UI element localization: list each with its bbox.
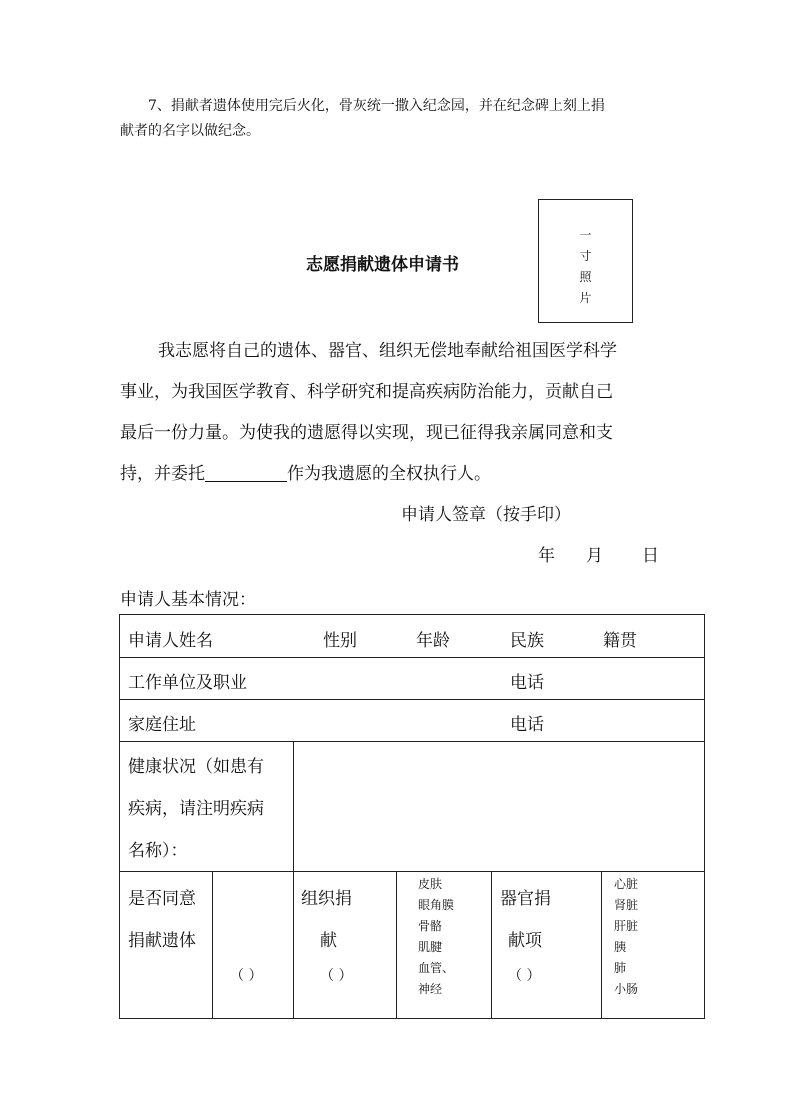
organ-item-lung: 肺 bbox=[614, 961, 627, 975]
cell-organ-paren: （ ） bbox=[508, 968, 541, 984]
basic-info-label: 申请人基本情况： bbox=[120, 590, 256, 610]
tissue-item-bone: 骨骼 bbox=[418, 919, 443, 933]
cell-gender-label: 性别 bbox=[323, 631, 357, 651]
body-line-2: 事业，为我国医学教育、科学研究和提高疾病防治能力，贡献自己 bbox=[120, 382, 613, 402]
cell-tissue-line-1: 组织捐 bbox=[301, 889, 352, 909]
item-7-line-2: 献者的名字以做纪念。 bbox=[120, 123, 260, 139]
cell-health-line-2: 疾病，请注明疾病 bbox=[128, 799, 264, 819]
table-row-divider-3 bbox=[119, 741, 705, 742]
body-line-3: 最后一份力量。为使我的遗愿得以实现，现已征得我亲属同意和支 bbox=[120, 423, 613, 443]
item-7-line-1: 7、捐献者遗体使用完后火化，骨灰统一撒入纪念园，并在纪念碑上刻上捐 bbox=[148, 98, 605, 114]
table-border-left bbox=[119, 614, 120, 1019]
cell-organ-line-1: 器官捐 bbox=[500, 889, 551, 909]
body-line-4-end: 作为我遗愿的全权执行人。 bbox=[287, 464, 491, 484]
cell-agree-line-2: 捐献遗体 bbox=[128, 931, 196, 951]
cell-origin-label: 籍贯 bbox=[603, 631, 637, 651]
body-line-1: 我志愿将自己的遗体、器官、组织无偿地奉献给祖国医学科学 bbox=[158, 341, 617, 361]
table-col-divider-5 bbox=[601, 871, 602, 1019]
cell-home-phone-label: 电话 bbox=[510, 715, 544, 735]
tissue-item-skin: 皮肤 bbox=[418, 877, 443, 891]
table-col-divider-3 bbox=[396, 871, 397, 1019]
organ-item-kidney: 肾脏 bbox=[614, 898, 639, 912]
document-title: 志愿捐献遗体申请书 bbox=[306, 255, 459, 275]
cell-agree-paren: （ ） bbox=[230, 968, 263, 984]
date-day: 日 bbox=[642, 546, 659, 566]
table-border-bottom bbox=[119, 1018, 705, 1019]
tissue-item-cornea: 眼角膜 bbox=[418, 898, 455, 912]
date-year: 年 bbox=[538, 546, 555, 566]
table-col-divider-health bbox=[293, 741, 294, 1019]
organ-item-liver: 肝脏 bbox=[614, 919, 639, 933]
tissue-item-vessel: 血管、 bbox=[418, 961, 455, 975]
organ-item-small-intestine: 小肠 bbox=[614, 982, 639, 996]
cell-work-label: 工作单位及职业 bbox=[128, 673, 247, 693]
table-col-divider-1 bbox=[212, 871, 213, 1019]
cell-ethnicity-label: 民族 bbox=[510, 631, 544, 651]
body-line-4-start: 持，并委托 bbox=[120, 464, 205, 484]
signature-label: 申请人签章（按手印） bbox=[401, 505, 571, 525]
table-row-divider-2 bbox=[119, 699, 705, 700]
cell-work-phone-label: 电话 bbox=[510, 673, 544, 693]
table-col-divider-4 bbox=[491, 871, 492, 1019]
cell-address-label: 家庭住址 bbox=[128, 715, 196, 735]
photo-box bbox=[538, 199, 633, 323]
cell-health-line-1: 健康状况（如患有 bbox=[128, 757, 264, 777]
executor-blank bbox=[205, 461, 287, 482]
body-line-4 bbox=[120, 459, 491, 484]
table-border-top bbox=[119, 614, 705, 615]
table-row-divider-1 bbox=[119, 657, 705, 658]
cell-name-label: 申请人姓名 bbox=[128, 631, 213, 651]
table-border-right bbox=[704, 614, 705, 1019]
organ-item-heart: 心脏 bbox=[614, 877, 639, 891]
cell-organ-line-2: 献项 bbox=[508, 931, 542, 951]
photo-box-label: 一 寸 照 片 bbox=[579, 228, 592, 305]
cell-tissue-line-2: 献 bbox=[320, 931, 337, 951]
organ-item-pancreas: 胰 bbox=[614, 940, 627, 954]
cell-tissue-paren: （ ） bbox=[320, 968, 353, 984]
tissue-item-nerve: 神经 bbox=[418, 982, 443, 996]
tissue-item-tendon: 肌腱 bbox=[418, 940, 443, 954]
cell-age-label: 年龄 bbox=[416, 631, 450, 651]
date-month: 月 bbox=[586, 546, 603, 566]
cell-agree-line-1: 是否同意 bbox=[128, 889, 196, 909]
table-row-divider-4 bbox=[119, 871, 705, 872]
cell-health-line-3: 名称）： bbox=[128, 841, 188, 861]
